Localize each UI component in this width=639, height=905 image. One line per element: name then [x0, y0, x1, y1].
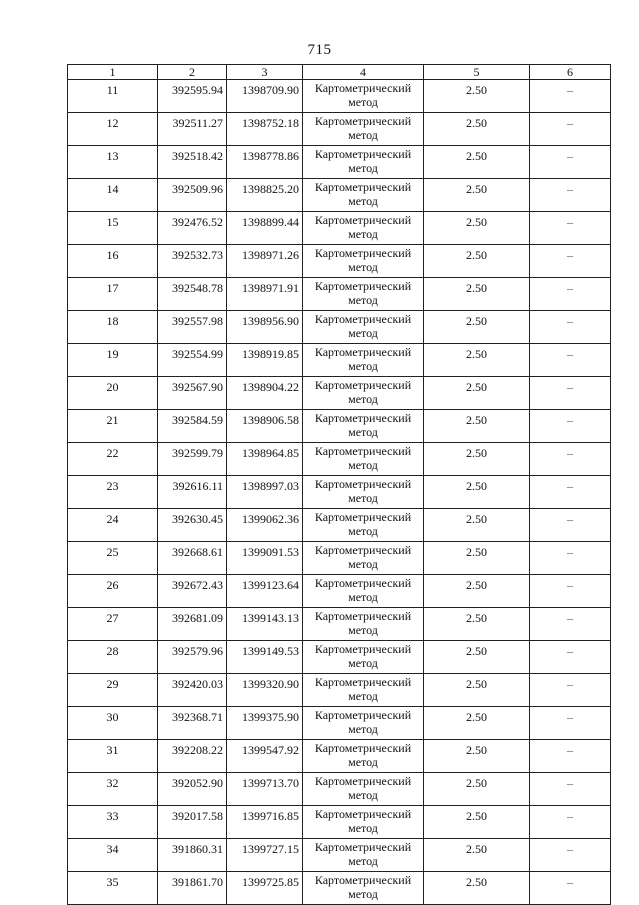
x-coordinate-cell: 392567.90: [158, 377, 227, 410]
method-line-1: Картометрический: [314, 576, 412, 590]
coordinates-table: [67, 64, 611, 905]
table-row: [68, 806, 611, 839]
x-coordinate-cell: 391860.31: [158, 839, 227, 872]
point-number-cell: 15: [68, 212, 158, 245]
method-line-2: метод: [348, 293, 378, 307]
method-line-1: Картометрический: [314, 213, 412, 227]
table-row: [68, 179, 611, 212]
method-line-1: Картометрический: [314, 741, 412, 755]
point-number-cell: 25: [68, 542, 158, 575]
method-cell: [303, 674, 424, 707]
y-coordinate-cell: 1398956.90: [227, 311, 303, 344]
point-number-cell: 24: [68, 509, 158, 542]
note-cell: –: [530, 806, 611, 839]
table-row: [68, 146, 611, 179]
note-cell: –: [530, 146, 611, 179]
table-row: [68, 575, 611, 608]
x-coordinate-cell: 392672.43: [158, 575, 227, 608]
y-coordinate-cell: 1399123.64: [227, 575, 303, 608]
column-header-1: 1: [68, 65, 158, 80]
header-row: [68, 65, 611, 80]
point-number-cell: 12: [68, 113, 158, 146]
method-line-1: Картометрический: [314, 246, 412, 260]
accuracy-cell: 2.50: [424, 179, 530, 212]
method-cell: [303, 707, 424, 740]
accuracy-cell: 2.50: [424, 311, 530, 344]
method-line-2: метод: [348, 524, 378, 538]
method-line-1: Картометрический: [314, 708, 412, 722]
y-coordinate-cell: 1399091.53: [227, 542, 303, 575]
method-cell: [303, 509, 424, 542]
x-coordinate-cell: 392554.99: [158, 344, 227, 377]
accuracy-cell: 2.50: [424, 740, 530, 773]
y-coordinate-cell: 1398709.90: [227, 80, 303, 113]
method-line-1: Картометрический: [314, 114, 412, 128]
y-coordinate-cell: 1398906.58: [227, 410, 303, 443]
method-line-2: метод: [348, 821, 378, 835]
y-coordinate-cell: 1399713.70: [227, 773, 303, 806]
point-number-cell: 18: [68, 311, 158, 344]
method-line-1: Картометрический: [314, 609, 412, 623]
method-line-1: Картометрический: [314, 477, 412, 491]
y-coordinate-cell: 1399062.36: [227, 509, 303, 542]
method-cell: [303, 443, 424, 476]
note-cell: –: [530, 641, 611, 674]
method-cell: [303, 212, 424, 245]
table-row: [68, 872, 611, 905]
point-number-cell: 28: [68, 641, 158, 674]
point-number-cell: 22: [68, 443, 158, 476]
y-coordinate-cell: 1398997.03: [227, 476, 303, 509]
method-cell: [303, 806, 424, 839]
y-coordinate-cell: 1399725.85: [227, 872, 303, 905]
point-number-cell: 14: [68, 179, 158, 212]
accuracy-cell: 2.50: [424, 80, 530, 113]
note-cell: –: [530, 278, 611, 311]
table-row: [68, 509, 611, 542]
method-line-1: Картометрический: [314, 840, 412, 854]
method-line-2: метод: [348, 788, 378, 802]
method-line-2: метод: [348, 95, 378, 109]
y-coordinate-cell: 1398904.22: [227, 377, 303, 410]
y-coordinate-cell: 1399149.53: [227, 641, 303, 674]
table-row: [68, 311, 611, 344]
method-line-2: метод: [348, 590, 378, 604]
x-coordinate-cell: 392668.61: [158, 542, 227, 575]
method-cell: [303, 476, 424, 509]
note-cell: –: [530, 80, 611, 113]
method-cell: [303, 344, 424, 377]
accuracy-cell: 2.50: [424, 377, 530, 410]
method-cell: [303, 575, 424, 608]
note-cell: –: [530, 476, 611, 509]
table-row: [68, 839, 611, 872]
method-line-1: Картометрический: [314, 510, 412, 524]
x-coordinate-cell: 392595.94: [158, 80, 227, 113]
x-coordinate-cell: 392368.71: [158, 707, 227, 740]
method-line-2: метод: [348, 458, 378, 472]
method-line-1: Картометрический: [314, 312, 412, 326]
y-coordinate-cell: 1399716.85: [227, 806, 303, 839]
column-header-6: 6: [530, 65, 611, 80]
x-coordinate-cell: 392420.03: [158, 674, 227, 707]
x-coordinate-cell: 392476.52: [158, 212, 227, 245]
column-header-4: 4: [303, 65, 424, 80]
note-cell: –: [530, 179, 611, 212]
x-coordinate-cell: 392518.42: [158, 146, 227, 179]
method-line-2: метод: [348, 722, 378, 736]
method-line-1: Картометрический: [314, 543, 412, 557]
y-coordinate-cell: 1399375.90: [227, 707, 303, 740]
accuracy-cell: 2.50: [424, 773, 530, 806]
x-coordinate-cell: 392557.98: [158, 311, 227, 344]
accuracy-cell: 2.50: [424, 707, 530, 740]
method-line-2: метод: [348, 326, 378, 340]
point-number-cell: 30: [68, 707, 158, 740]
table-row: [68, 641, 611, 674]
y-coordinate-cell: 1398919.85: [227, 344, 303, 377]
method-line-2: метод: [348, 161, 378, 175]
accuracy-cell: 2.50: [424, 542, 530, 575]
point-number-cell: 11: [68, 80, 158, 113]
method-line-1: Картометрический: [314, 279, 412, 293]
note-cell: –: [530, 740, 611, 773]
method-line-1: Картометрический: [314, 807, 412, 821]
note-cell: –: [530, 674, 611, 707]
method-line-1: Картометрический: [314, 774, 412, 788]
accuracy-cell: 2.50: [424, 872, 530, 905]
note-cell: –: [530, 212, 611, 245]
accuracy-cell: 2.50: [424, 410, 530, 443]
method-cell: [303, 311, 424, 344]
method-line-2: метод: [348, 128, 378, 142]
point-number-cell: 19: [68, 344, 158, 377]
column-header-2: 2: [158, 65, 227, 80]
x-coordinate-cell: 392208.22: [158, 740, 227, 773]
method-cell: [303, 278, 424, 311]
method-line-1: Картометрический: [314, 345, 412, 359]
method-cell: [303, 839, 424, 872]
x-coordinate-cell: 392017.58: [158, 806, 227, 839]
method-line-2: метод: [348, 227, 378, 241]
method-line-1: Картометрический: [314, 873, 412, 887]
method-cell: [303, 179, 424, 212]
note-cell: –: [530, 872, 611, 905]
method-line-1: Картометрический: [314, 378, 412, 392]
method-line-1: Картометрический: [314, 180, 412, 194]
x-coordinate-cell: 392584.59: [158, 410, 227, 443]
table-row: [68, 707, 611, 740]
point-number-cell: 16: [68, 245, 158, 278]
note-cell: –: [530, 839, 611, 872]
method-cell: [303, 245, 424, 278]
note-cell: –: [530, 245, 611, 278]
point-number-cell: 26: [68, 575, 158, 608]
method-cell: [303, 872, 424, 905]
method-line-2: метод: [348, 887, 378, 901]
x-coordinate-cell: 392052.90: [158, 773, 227, 806]
table-row: [68, 476, 611, 509]
table-row: [68, 674, 611, 707]
method-line-1: Картометрический: [314, 411, 412, 425]
method-line-1: Картометрический: [314, 642, 412, 656]
column-header-5: 5: [424, 65, 530, 80]
table-row: [68, 740, 611, 773]
accuracy-cell: 2.50: [424, 212, 530, 245]
method-line-2: метод: [348, 491, 378, 505]
column-header-3: 3: [227, 65, 303, 80]
method-cell: [303, 740, 424, 773]
method-cell: [303, 113, 424, 146]
note-cell: –: [530, 113, 611, 146]
accuracy-cell: 2.50: [424, 476, 530, 509]
point-number-cell: 33: [68, 806, 158, 839]
method-line-2: метод: [348, 194, 378, 208]
table-row: [68, 443, 611, 476]
accuracy-cell: 2.50: [424, 608, 530, 641]
point-number-cell: 13: [68, 146, 158, 179]
note-cell: –: [530, 608, 611, 641]
point-number-cell: 31: [68, 740, 158, 773]
method-cell: [303, 377, 424, 410]
point-number-cell: 34: [68, 839, 158, 872]
table-row: [68, 773, 611, 806]
x-coordinate-cell: 392616.11: [158, 476, 227, 509]
x-coordinate-cell: 392681.09: [158, 608, 227, 641]
method-line-2: метод: [348, 359, 378, 373]
point-number-cell: 35: [68, 872, 158, 905]
table-header: [68, 65, 611, 80]
method-line-2: метод: [348, 425, 378, 439]
y-coordinate-cell: 1398825.20: [227, 179, 303, 212]
y-coordinate-cell: 1399547.92: [227, 740, 303, 773]
x-coordinate-cell: 392599.79: [158, 443, 227, 476]
table-row: [68, 410, 611, 443]
method-line-1: Картометрический: [314, 675, 412, 689]
method-line-1: Картометрический: [314, 81, 412, 95]
note-cell: –: [530, 377, 611, 410]
method-line-2: метод: [348, 557, 378, 571]
method-cell: [303, 773, 424, 806]
method-line-2: метод: [348, 854, 378, 868]
table-row: [68, 212, 611, 245]
method-line-2: метод: [348, 689, 378, 703]
y-coordinate-cell: 1398971.26: [227, 245, 303, 278]
table-row: [68, 377, 611, 410]
table-row: [68, 542, 611, 575]
method-line-2: метод: [348, 755, 378, 769]
note-cell: –: [530, 773, 611, 806]
point-number-cell: 23: [68, 476, 158, 509]
method-line-2: метод: [348, 392, 378, 406]
note-cell: –: [530, 443, 611, 476]
note-cell: –: [530, 311, 611, 344]
accuracy-cell: 2.50: [424, 443, 530, 476]
accuracy-cell: 2.50: [424, 509, 530, 542]
point-number-cell: 32: [68, 773, 158, 806]
table-row: [68, 245, 611, 278]
y-coordinate-cell: 1398964.85: [227, 443, 303, 476]
method-line-2: метод: [348, 623, 378, 637]
table-row: [68, 278, 611, 311]
accuracy-cell: 2.50: [424, 575, 530, 608]
accuracy-cell: 2.50: [424, 674, 530, 707]
note-cell: –: [530, 509, 611, 542]
accuracy-cell: 2.50: [424, 806, 530, 839]
table-row: [68, 608, 611, 641]
note-cell: –: [530, 707, 611, 740]
point-number-cell: 20: [68, 377, 158, 410]
accuracy-cell: 2.50: [424, 278, 530, 311]
method-cell: [303, 608, 424, 641]
method-cell: [303, 641, 424, 674]
point-number-cell: 27: [68, 608, 158, 641]
x-coordinate-cell: 392511.27: [158, 113, 227, 146]
y-coordinate-cell: 1399727.15: [227, 839, 303, 872]
y-coordinate-cell: 1398752.18: [227, 113, 303, 146]
point-number-cell: 29: [68, 674, 158, 707]
method-line-1: Картометрический: [314, 147, 412, 161]
x-coordinate-cell: 391861.70: [158, 872, 227, 905]
note-cell: –: [530, 410, 611, 443]
x-coordinate-cell: 392548.78: [158, 278, 227, 311]
method-line-1: Картометрический: [314, 444, 412, 458]
table-body: [68, 80, 611, 905]
accuracy-cell: 2.50: [424, 113, 530, 146]
x-coordinate-cell: 392509.96: [158, 179, 227, 212]
method-cell: [303, 542, 424, 575]
point-number-cell: 17: [68, 278, 158, 311]
y-coordinate-cell: 1398971.91: [227, 278, 303, 311]
accuracy-cell: 2.50: [424, 344, 530, 377]
point-number-cell: 21: [68, 410, 158, 443]
y-coordinate-cell: 1399320.90: [227, 674, 303, 707]
y-coordinate-cell: 1399143.13: [227, 608, 303, 641]
x-coordinate-cell: 392579.96: [158, 641, 227, 674]
accuracy-cell: 2.50: [424, 839, 530, 872]
table-row: [68, 80, 611, 113]
note-cell: –: [530, 575, 611, 608]
note-cell: –: [530, 542, 611, 575]
accuracy-cell: 2.50: [424, 245, 530, 278]
x-coordinate-cell: 392532.73: [158, 245, 227, 278]
method-cell: [303, 80, 424, 113]
x-coordinate-cell: 392630.45: [158, 509, 227, 542]
method-line-2: метод: [348, 260, 378, 274]
table-row: [68, 113, 611, 146]
accuracy-cell: 2.50: [424, 146, 530, 179]
accuracy-cell: 2.50: [424, 641, 530, 674]
y-coordinate-cell: 1398778.86: [227, 146, 303, 179]
page-number: 715: [307, 42, 332, 58]
note-cell: –: [530, 344, 611, 377]
method-cell: [303, 410, 424, 443]
method-cell: [303, 146, 424, 179]
y-coordinate-cell: 1398899.44: [227, 212, 303, 245]
method-line-2: метод: [348, 656, 378, 670]
table-row: [68, 344, 611, 377]
